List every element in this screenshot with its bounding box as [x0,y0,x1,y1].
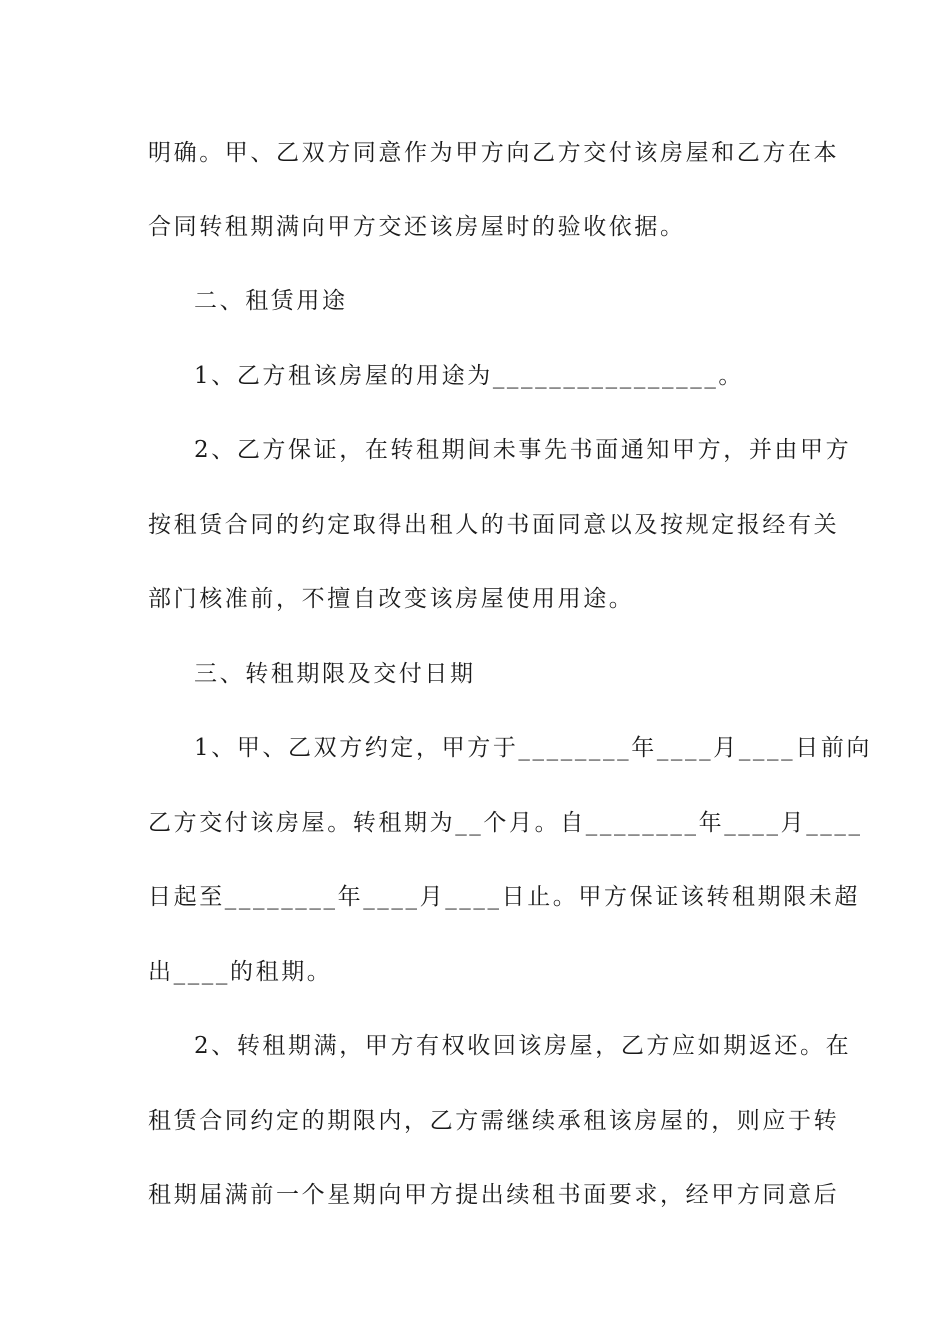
text-line-4: 1、乙方租该房屋的用途为________________。 [194,363,745,389]
text-line-13: 2、转租期满，甲方有权收回该房屋，乙方应如期返还。在 [194,1033,852,1059]
section-heading-usage: 二、租赁用途 [194,288,348,314]
text-line-5: 2、乙方保证，在转租期间未事先书面通知甲方，并由甲方 [194,437,852,463]
section-heading-term: 三、转租期限及交付日期 [194,661,476,687]
text-line-1: 明确。甲、乙双方同意作为甲方向乙方交付该房屋和乙方在本 [148,140,840,166]
text-line-14: 租赁合同约定的期限内，乙方需继续承租该房屋的，则应于转 [148,1108,840,1134]
text-line-9: 1、甲、乙双方约定，甲方于________年____月____日前向 [194,735,873,761]
text-line-10: 乙方交付该房屋。转租期为__个月。自________年____月____ [148,810,863,836]
text-line-12: 出____的租期。 [148,959,333,985]
text-line-6: 按租赁合同的约定取得出租人的书面同意以及按规定报经有关 [148,512,840,538]
text-line-2: 合同转租期满向甲方交还该房屋时的验收依据。 [148,214,686,240]
text-line-15: 租期届满前一个星期向甲方提出续租书面要求，经甲方同意后 [148,1182,840,1208]
text-line-11: 日起至________年____月____日止。甲方保证该转租期限未超 [148,884,860,910]
text-line-7: 部门核准前，不擅自改变该房屋使用用途。 [148,586,635,612]
